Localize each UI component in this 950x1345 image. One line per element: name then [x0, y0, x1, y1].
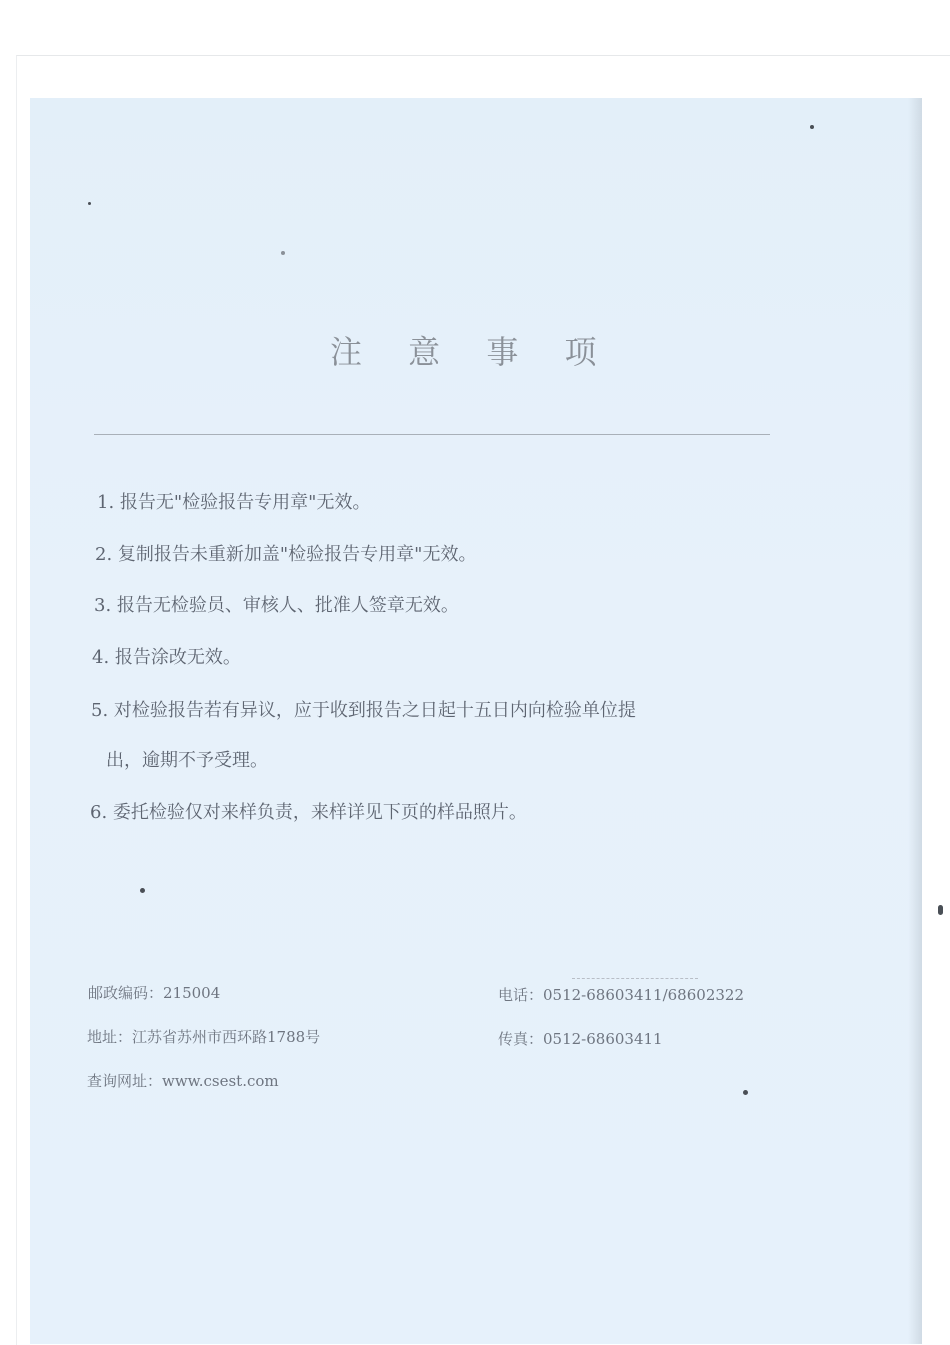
scan-edge-shadow: [908, 98, 922, 1344]
notice-item-6: 6. 委托检验仅对来样负责，来样详见下页的样品照片。: [90, 802, 527, 823]
scan-speck: [88, 202, 91, 205]
scan-speck: [743, 1090, 748, 1095]
notice-item-2: 2. 复制报告未重新加盖"检验报告专用章"无效。: [95, 544, 477, 565]
phone-underline: [572, 978, 698, 979]
notice-item-4: 4. 报告涂改无效。: [92, 647, 241, 668]
title-divider: [94, 434, 770, 435]
postcode-text: 邮政编码：215004: [88, 984, 221, 1002]
scan-speck: [140, 888, 145, 893]
address-text: 地址：江苏省苏州市西环路1788号: [87, 1028, 321, 1046]
scan-speck: [810, 125, 814, 129]
fax-text: 传真：0512-68603411: [498, 1030, 663, 1048]
scan-speck: [281, 251, 285, 255]
notice-item-5: 5. 对检验报告若有异议，应于收到报告之日起十五日内向检验单位提: [91, 700, 636, 721]
notice-title: 注 意 事 项: [330, 333, 615, 371]
phone-text: 电话：0512-68603411/68602322: [498, 986, 744, 1004]
scan-speck: [938, 905, 943, 915]
notice-item-3: 3. 报告无检验员、审核人、批准人签章无效。: [94, 595, 459, 616]
website-text: 查询网址：www.csest.com: [87, 1072, 279, 1090]
notice-item-1: 1. 报告无"检验报告专用章"无效。: [97, 492, 371, 513]
notice-item-5-continued: 出，逾期不予受理。: [106, 750, 268, 771]
